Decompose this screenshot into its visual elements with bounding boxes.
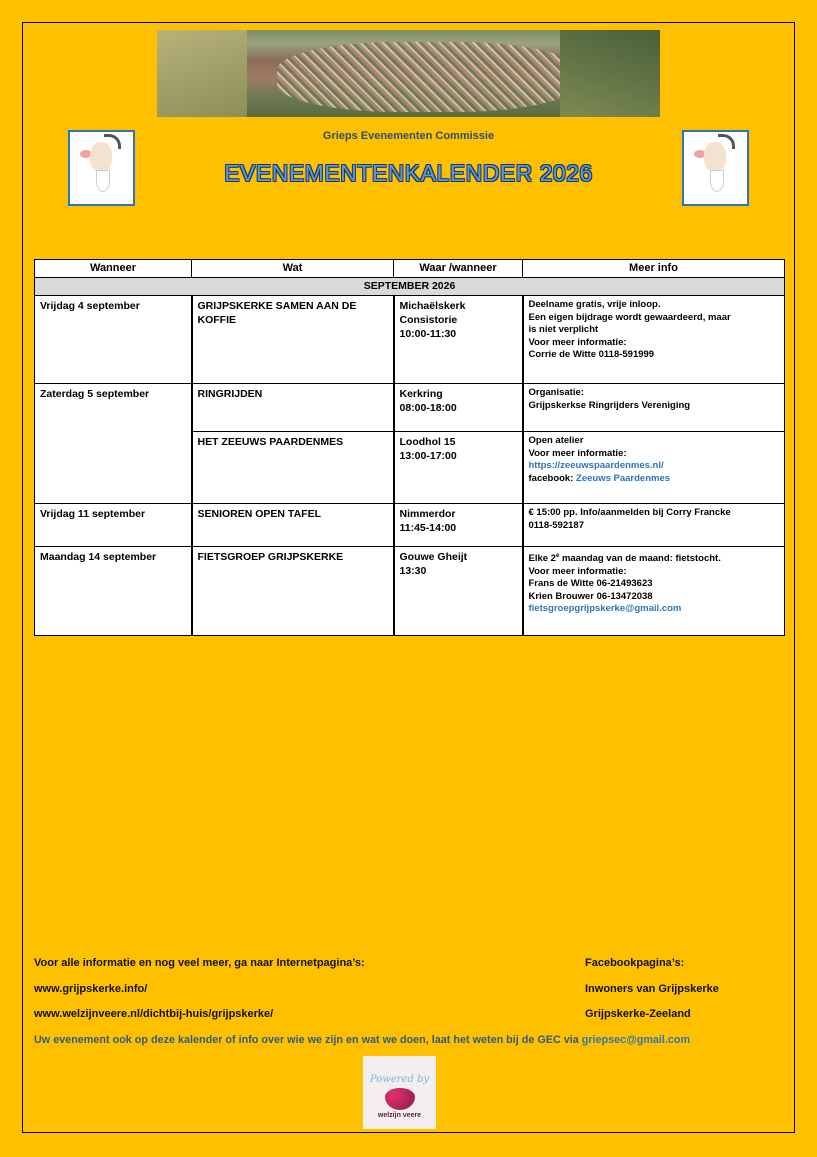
month-header: SEPTEMBER 2026 — [35, 278, 785, 296]
what-cell: HET ZEEUWS PAARDENMES — [192, 432, 394, 504]
heart-w-icon — [385, 1088, 415, 1110]
info-cell: Deelname gratis, vrije inloop. Een eigen bijdrage wordt gewaardeerd, maar is niet verplicht Voor meer informatie: Corrie de Witte 0118-591999 — [523, 296, 785, 384]
facebook-title: Facebookpagina’s: — [585, 957, 685, 969]
what-cell: RINGRIJDEN — [192, 384, 394, 432]
email-link[interactable]: fietsgroepgrijpskerke@gmail.com — [528, 603, 682, 615]
gec-email-link[interactable]: griepsec@gmail.com — [581, 1034, 691, 1046]
page-title: EVENEMENTENKALENDER 2026 — [224, 160, 593, 186]
table-header — [35, 260, 785, 278]
organization-name: Grieps Evenementen Commissie — [322, 130, 495, 142]
where-cell: Michaëlskerk Consistorie 10:00-11:30 — [394, 296, 523, 384]
info-cell: Elke 2e maandag van de maand: fietstocht. Voor meer informatie: Frans de Witte 06-21493623 Krien Brouwer 06-13472038 fietsgroepgrijpskerke@gmail.com — [523, 547, 785, 636]
welzijn-veere-logo: Powered by welzijn veere — [363, 1056, 436, 1129]
col-header: Wat — [192, 260, 394, 278]
facebook-link[interactable]: Zeeuws Paardenmes — [576, 472, 671, 484]
where-cell: Loodhol 15 13:00-17:00 — [394, 432, 523, 504]
info-cell: € 15:00 pp. Info/aanmelden bij Corry Francke 0118-592187 — [523, 504, 785, 547]
col-header: Meer info — [523, 260, 785, 278]
table-row — [35, 504, 785, 547]
what-cell: GRIJPSKERKE SAMEN AAN DE KOFFIE — [192, 296, 394, 384]
footer-intro: Voor alle informatie en nog veel meer, ga naar Internetpagina’s: — [34, 957, 365, 969]
table-row — [35, 384, 785, 432]
events-table — [34, 259, 785, 636]
table-row — [35, 547, 785, 636]
facebook-page-1[interactable]: Inwoners van Grijpskerke — [585, 983, 719, 995]
where-cell: Nimmerdor 11:45-14:00 — [394, 504, 523, 547]
info-cell: Open atelier Voor meer informatie: https://zeeuwspaardenmes.nl/ facebook: Zeeuws Paardenmes — [523, 432, 785, 504]
when-cell: Vrijdag 11 september — [35, 504, 192, 547]
call-to-action: Uw evenement ook op deze kalender of info over wie we zijn en wat we doen, laat het weten bij de GEC via griepsec@gmail.com — [34, 1034, 691, 1046]
where-cell: Kerkring 08:00-18:00 — [394, 384, 523, 432]
site-link-grijpskerke[interactable]: www.grijpskerke.info/ — [34, 983, 148, 995]
where-cell: Gouwe Gheijt 13:30 — [394, 547, 523, 636]
when-cell: Zaterdag 5 september — [35, 384, 192, 504]
website-link[interactable]: https://zeeuwspaardenmes.nl/ — [528, 460, 664, 471]
when-cell: Vrijdag 4 september — [35, 296, 192, 384]
aerial-photo — [157, 30, 660, 117]
when-cell: Maandag 14 september — [35, 547, 192, 636]
col-header: Wanneer — [35, 260, 192, 278]
what-cell: FIETSGROEP GRIJPSKERKE — [192, 547, 394, 636]
site-link-welzijnveere[interactable]: www.welzijnveere.nl/dichtbij-huis/grijpskerke/ — [34, 1008, 274, 1020]
facebook-page-2[interactable]: Grijpskerke-Zeeland — [585, 1008, 691, 1020]
table-row — [35, 296, 785, 384]
what-cell: SENIOREN OPEN TAFEL — [192, 504, 394, 547]
info-cell: Organisatie: Grijpskerkse Ringrijders Vereniging — [523, 384, 785, 432]
col-header: Waar /wanneer — [394, 260, 523, 278]
